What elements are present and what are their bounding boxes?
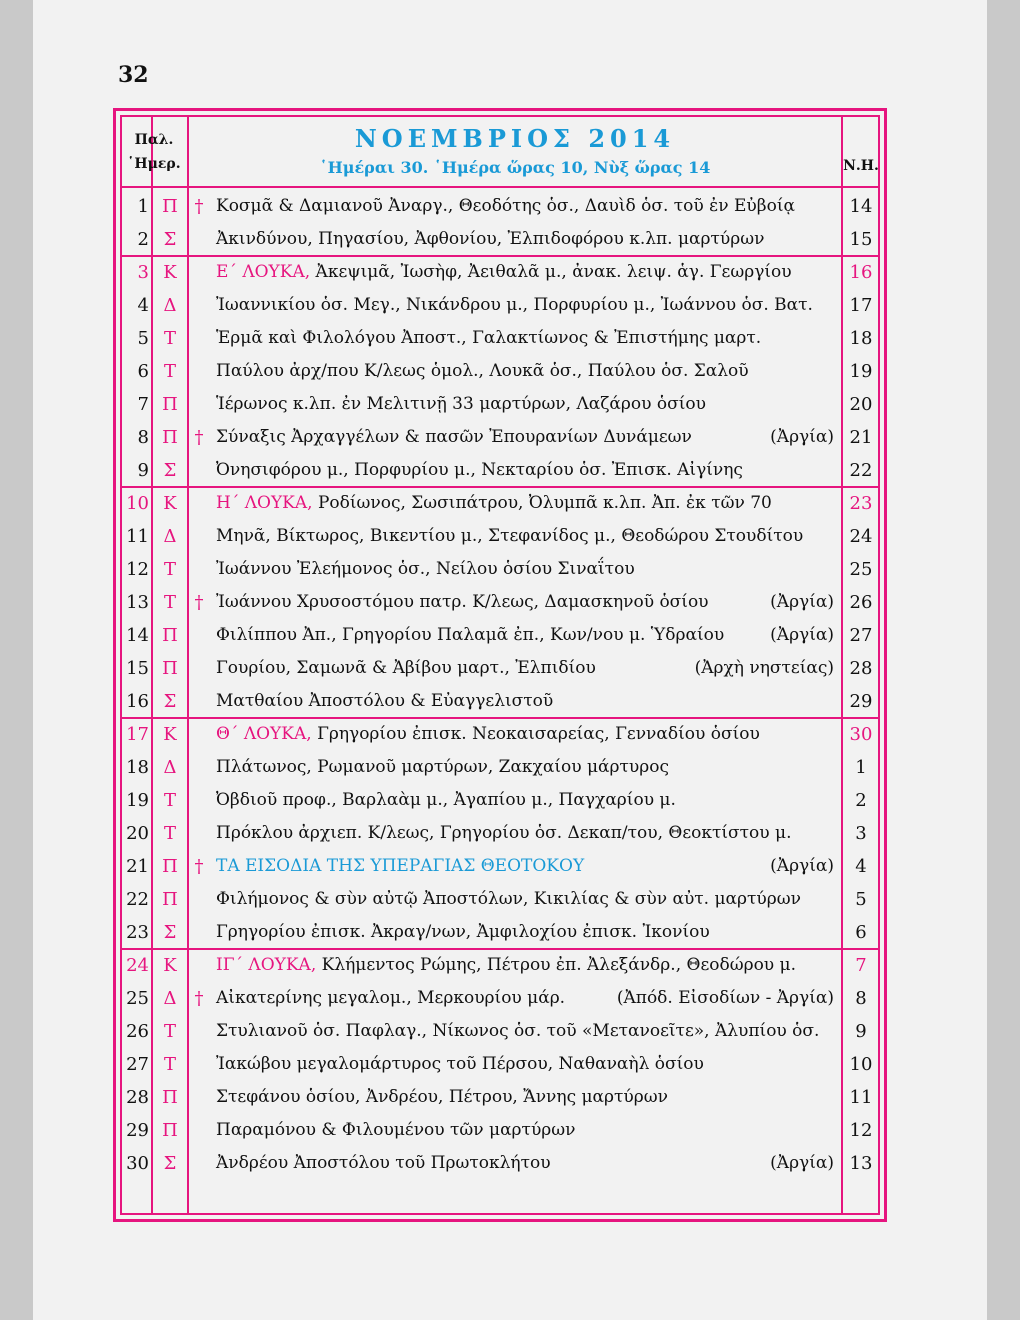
weekday-letter: Π [162, 427, 178, 448]
day-number: 20 [126, 823, 149, 844]
saints-names: Παραμόνου & Φιλουμένου τῶν μαρτύρων [216, 1120, 576, 1140]
weekday-letter: Σ [163, 460, 177, 481]
calendar-row [122, 883, 878, 916]
feast-cross-icon: † [194, 856, 204, 877]
saints-names: Στεφάνου ὁσίου, Ἀνδρέου, Πέτρου, Ἄννης μαρτύρων [216, 1087, 668, 1107]
right-margin [987, 0, 1020, 1320]
saints-names: Φιλήμονος & σὺν αὐτῷ Ἀποστόλων, Κικιλίας & σὺν αὐτ. μαρτύρων [216, 889, 801, 909]
saints-names: Ὀβδιοῦ προφ., Βαρλαὰμ μ., Ἀγαπίου μ., Παγχαρίου μ. [216, 790, 676, 810]
calendar-row [122, 1081, 878, 1114]
sunday-label: Η΄ ΛΟΥΚΑ, [216, 493, 318, 513]
day-number: 22 [126, 889, 149, 910]
old-calendar-day: 30 [849, 724, 873, 745]
weekday-letter: Σ [163, 691, 177, 712]
weekday-letter: Τ [163, 1054, 176, 1075]
sunday-label: Θ΄ ΛΟΥΚΑ, [216, 724, 318, 744]
holiday-note: (Ἀργία) [770, 427, 834, 447]
old-calendar-day: 14 [849, 196, 873, 217]
saints-names: Πλάτωνος, Ρωμανοῦ μαρτύρων, Ζακχαίου μάρτυρος [216, 757, 669, 777]
weekday-letter: Τ [163, 1021, 176, 1042]
holiday-note: (Ἀργία) [770, 856, 834, 876]
day-number: 10 [126, 493, 149, 514]
saints-text [216, 784, 676, 817]
day-number: 2 [137, 229, 149, 250]
saints-text [216, 586, 709, 619]
saints-text [216, 850, 584, 883]
day-number: 3 [137, 262, 149, 283]
day-number: 11 [126, 526, 149, 547]
day-number: 18 [126, 757, 149, 778]
calendar-row [122, 949, 878, 982]
saints-names: Γρηγορίου ἐπισκ. Ἀκραγ/νων, Ἀμφιλοχίου ἐπισκ. Ἰκονίου [216, 922, 710, 942]
saints-names: Ἰακώβου μεγαλομάρτυρος τοῦ Πέρσου, Ναθαναὴλ ὁσίου [216, 1054, 704, 1074]
old-calendar-day: 7 [855, 955, 867, 976]
old-calendar-day: 18 [849, 328, 873, 349]
old-calendar-day: 22 [849, 460, 873, 481]
old-calendar-day: 2 [855, 790, 867, 811]
weekday-letter: Π [162, 658, 178, 679]
calendar-row [122, 751, 878, 784]
feast-cross-icon: † [194, 592, 204, 613]
calendar-row [122, 487, 878, 520]
calendar-row [122, 916, 878, 949]
old-calendar-day: 6 [855, 922, 867, 943]
weekday-letter: Τ [163, 823, 176, 844]
saints-names: Ἀκινδύνου, Πηγασίου, Ἀφθονίου, Ἐλπιδοφόρου κ.λπ. μαρτύρων [216, 229, 765, 249]
page-number: 32 [118, 62, 149, 88]
day-number: 25 [126, 988, 149, 1009]
old-calendar-day: 16 [849, 262, 873, 283]
saints-text [216, 1147, 551, 1180]
day-number: 4 [137, 295, 149, 316]
calendar-row [122, 388, 878, 421]
day-number: 5 [137, 328, 149, 349]
saints-names: Αἰκατερίνης μεγαλομ., Μερκουρίου μάρ. [216, 988, 566, 1008]
saints-names: Φιλίππου Ἀπ., Γρηγορίου Παλαμᾶ ἐπ., Κων/νου μ. Ὑδραίου [216, 625, 725, 645]
day-number: 26 [126, 1021, 149, 1042]
calendar-row [122, 1048, 878, 1081]
saints-text [216, 1081, 668, 1114]
saints-text [216, 190, 795, 223]
weekday-letter: Δ [163, 526, 177, 547]
calendar-row [122, 586, 878, 619]
calendar-row [122, 256, 878, 289]
calendar-row [122, 784, 878, 817]
holiday-note: (Ἀργία) [770, 1153, 834, 1173]
weekday-letter: Δ [163, 757, 177, 778]
calendar-row [122, 190, 878, 223]
day-number: 1 [137, 196, 149, 217]
old-calendar-day: 1 [855, 757, 867, 778]
old-calendar-day: 20 [849, 394, 873, 415]
saints-text [216, 421, 692, 454]
holiday-note: (Ἀργία) [770, 592, 834, 612]
saints-names: Ἀκεψιμᾶ, Ἰωσὴφ, Ἀειθαλᾶ μ., ἀνακ. λειψ. ἁγ. Γεωργίου [315, 262, 792, 282]
old-calendar-day: 28 [849, 658, 873, 679]
calendar-row [122, 454, 878, 487]
header-pal-label: Παλ. ῾Ημερ. [127, 132, 181, 172]
saints-names: Πρόκλου ἀρχιεπ. Κ/λεως, Γρηγορίου ὁσ. Δεκαπ/του, Θεοκτίστου μ. [216, 823, 792, 843]
old-calendar-day: 17 [849, 295, 873, 316]
saints-text [216, 652, 596, 685]
old-calendar-day: 3 [855, 823, 867, 844]
calendar-row [122, 520, 878, 553]
old-calendar-day: 8 [855, 988, 867, 1009]
weekday-letter: Π [162, 625, 178, 646]
calendar-row [122, 982, 878, 1015]
old-calendar-day: 13 [849, 1153, 873, 1174]
old-calendar-day: 9 [855, 1021, 867, 1042]
old-calendar-day: 29 [849, 691, 873, 712]
day-number: 19 [126, 790, 149, 811]
saints-names: Στυλιανοῦ ὁσ. Παφλαγ., Νίκωνος ὁσ. τοῦ «Μετανοεῖτε», Ἀλυπίου ὁσ. [216, 1021, 820, 1041]
old-calendar-day: 5 [855, 889, 867, 910]
saints-text [216, 949, 796, 982]
saints-text [216, 553, 635, 586]
saints-text [216, 916, 710, 949]
saints-text [216, 289, 813, 322]
day-number: 21 [126, 856, 149, 877]
feast-cross-icon: † [194, 988, 204, 1009]
feast-cross-icon: † [194, 196, 204, 217]
left-margin [0, 0, 33, 1320]
weekday-letter: Π [162, 196, 178, 217]
weekday-letter: Δ [163, 295, 177, 316]
calendar-row [122, 652, 878, 685]
old-calendar-day: 19 [849, 361, 873, 382]
month-title: ΝΟΕΜΒΡΙΟΣ 2014 [354, 124, 676, 153]
calendar-row [122, 322, 878, 355]
old-calendar-day: 26 [849, 592, 873, 613]
saints-names: Γρηγορίου ἐπισκ. Νεοκαισαρείας, Γενναδίου ὁσίου [317, 724, 760, 744]
day-number: 13 [126, 592, 149, 613]
saints-names: Μηνᾶ, Βίκτωρος, Βικεντίου μ., Στεφανίδος μ., Θεοδώρου Στουδίτου [216, 526, 804, 546]
weekday-letter: Π [162, 1120, 178, 1141]
weekday-letter: Σ [163, 229, 177, 250]
calendar-row [122, 685, 878, 718]
saints-text [216, 256, 792, 289]
saints-text [216, 883, 801, 916]
day-number: 12 [126, 559, 149, 580]
saints-names: Ἱέρωνος κ.λπ. ἐν Μελιτινῇ 33 μαρτύρων, Λαζάρου ὁσίου [216, 394, 706, 414]
old-calendar-day: 4 [855, 856, 867, 877]
old-calendar-day: 23 [849, 493, 873, 514]
saints-names: Ἰωαννικίου ὁσ. Μεγ., Νικάνδρου μ., Πορφυρίου μ., Ἰωάννου ὁσ. Βατ. [216, 295, 813, 315]
saints-names: Ὀνησιφόρου μ., Πορφυρίου μ., Νεκταρίου ὁσ. Ἐπισκ. Αἰγίνης [216, 460, 743, 480]
saints-text [216, 751, 669, 784]
old-calendar-day: 21 [849, 427, 873, 448]
weekday-letter: Π [162, 1087, 178, 1108]
day-number: 6 [137, 361, 149, 382]
calendar-row [122, 553, 878, 586]
weekday-letter: Τ [163, 361, 176, 382]
saints-names: Ἰωάννου Ἐλεήμονος ὁσ., Νείλου ὁσίου Σιναΐτου [216, 559, 635, 579]
weekday-letter: Τ [163, 328, 176, 349]
header-nh-label: Ν.Η. [843, 158, 879, 174]
saints-text [216, 718, 760, 751]
saints-text [216, 619, 724, 652]
weekday-letter: Σ [163, 922, 177, 943]
saints-text [216, 322, 761, 355]
old-calendar-day: 24 [849, 526, 873, 547]
weekday-letter: Κ [163, 493, 177, 514]
old-calendar-day: 27 [849, 625, 873, 646]
saints-text [216, 355, 749, 388]
day-number: 23 [126, 922, 149, 943]
saints-text [216, 817, 792, 850]
day-number: 29 [126, 1120, 149, 1141]
saints-text [216, 685, 553, 718]
day-number: 15 [126, 658, 149, 679]
saints-names: Παύλου ἀρχ/που Κ/λεως ὁμολ., Λουκᾶ ὁσ., Παύλου ὁσ. Σαλοῦ [216, 361, 749, 381]
weekday-letter: Κ [163, 262, 177, 283]
saints-names: Κλήμεντος Ρώμης, Πέτρου ἐπ. Ἀλεξάνδρ., Θεοδώρου μ. [321, 955, 796, 975]
saints-text [216, 520, 803, 553]
day-number: 17 [126, 724, 149, 745]
day-number: 30 [126, 1153, 149, 1174]
saints-text [216, 487, 772, 520]
day-number: 27 [126, 1054, 149, 1075]
saints-names: ΤΑ ΕΙΣΟΔΙΑ ΤΗΣ ΥΠΕΡΑΓΙΑΣ ΘΕΟΤΟΚΟΥ [216, 856, 585, 876]
calendar-row [122, 1015, 878, 1048]
weekday-letter: Π [162, 394, 178, 415]
day-number: 9 [137, 460, 149, 481]
saints-names: Ἀνδρέου Ἀποστόλου τοῦ Πρωτοκλήτου [216, 1153, 551, 1173]
holiday-note: (Ἀργία) [770, 625, 834, 645]
saints-text [216, 454, 743, 487]
calendar-row [122, 355, 878, 388]
saints-names: Ροδίωνος, Σωσιπάτρου, Ὀλυμπᾶ κ.λπ. Ἀπ. ἐκ τῶν 70 [317, 493, 772, 513]
calendar-row [122, 619, 878, 652]
saints-text [216, 1048, 704, 1081]
saints-text [216, 223, 764, 256]
calendar-row [122, 1147, 878, 1180]
weekday-letter: Π [162, 856, 178, 877]
saints-names: Γουρίου, Σαμωνᾶ & Ἀβίβου μαρτ., Ἐλπιδίου [216, 658, 596, 678]
day-number: 7 [137, 394, 149, 415]
weekday-letter: Τ [163, 790, 176, 811]
day-number: 8 [137, 427, 149, 448]
calendar-row [122, 421, 878, 454]
old-calendar-day: 25 [849, 559, 873, 580]
saints-names: Ματθαίου Ἀποστόλου & Εὐαγγελιστοῦ [216, 691, 554, 711]
weekday-letter: Π [162, 889, 178, 910]
weekday-letter: Δ [163, 988, 177, 1009]
weekday-letter: Κ [163, 724, 177, 745]
calendar-row [122, 718, 878, 751]
day-number: 24 [126, 955, 149, 976]
day-number: 16 [126, 691, 149, 712]
saints-names: Κοσμᾶ & Δαμιανοῦ Ἀναργ., Θεοδότης ὁσ., Δαυὶδ ὁσ. τοῦ ἐν Εὐβοίᾳ [216, 196, 795, 216]
weekday-letter: Τ [163, 592, 176, 613]
old-calendar-day: 10 [849, 1054, 873, 1075]
saints-names: Ἑρμᾶ καὶ Φιλολόγου Ἀποστ., Γαλακτίωνος & Ἐπιστήμης μαρτ. [216, 328, 762, 348]
holiday-note: (Ἀπόδ. Εἰσοδίων - Ἀργία) [616, 988, 834, 1008]
weekday-letter: Σ [163, 1153, 177, 1174]
weekday-letter: Τ [163, 559, 176, 580]
saints-text [216, 1114, 575, 1147]
sunday-label: Ε΄ ΛΟΥΚΑ, [216, 262, 316, 282]
calendar-row [122, 289, 878, 322]
calendar-row [122, 817, 878, 850]
day-number: 28 [126, 1087, 149, 1108]
calendar-row [122, 223, 878, 256]
sunday-label: ΙΓ΄ ΛΟΥΚΑ, [216, 955, 322, 975]
calendar-row [122, 1114, 878, 1147]
header-divider [120, 186, 880, 188]
old-calendar-day: 12 [849, 1120, 873, 1141]
weekday-letter: Κ [163, 955, 177, 976]
holiday-note: (Ἀρχὴ νηστείας) [694, 658, 834, 678]
saints-names: Σύναξις Ἀρχαγγέλων & πασῶν Ἐπουρανίων Δυνάμεων [216, 427, 692, 447]
old-calendar-day: 11 [849, 1087, 873, 1108]
feast-cross-icon: † [194, 427, 204, 448]
calendar-row [122, 850, 878, 883]
old-calendar-day: 15 [849, 229, 873, 250]
saints-text [216, 388, 706, 421]
saints-names: Ἰωάννου Χρυσοστόμου πατρ. Κ/λεως, Δαμασκηνοῦ ὁσίου [216, 592, 709, 612]
saints-text [216, 982, 565, 1015]
saints-text [216, 1015, 819, 1048]
day-number: 14 [126, 625, 149, 646]
month-subtitle: ῾Ημέραι 30. ῾Ημέρα ὥρας 10, Νὺξ ὥρας 14 [319, 158, 711, 177]
